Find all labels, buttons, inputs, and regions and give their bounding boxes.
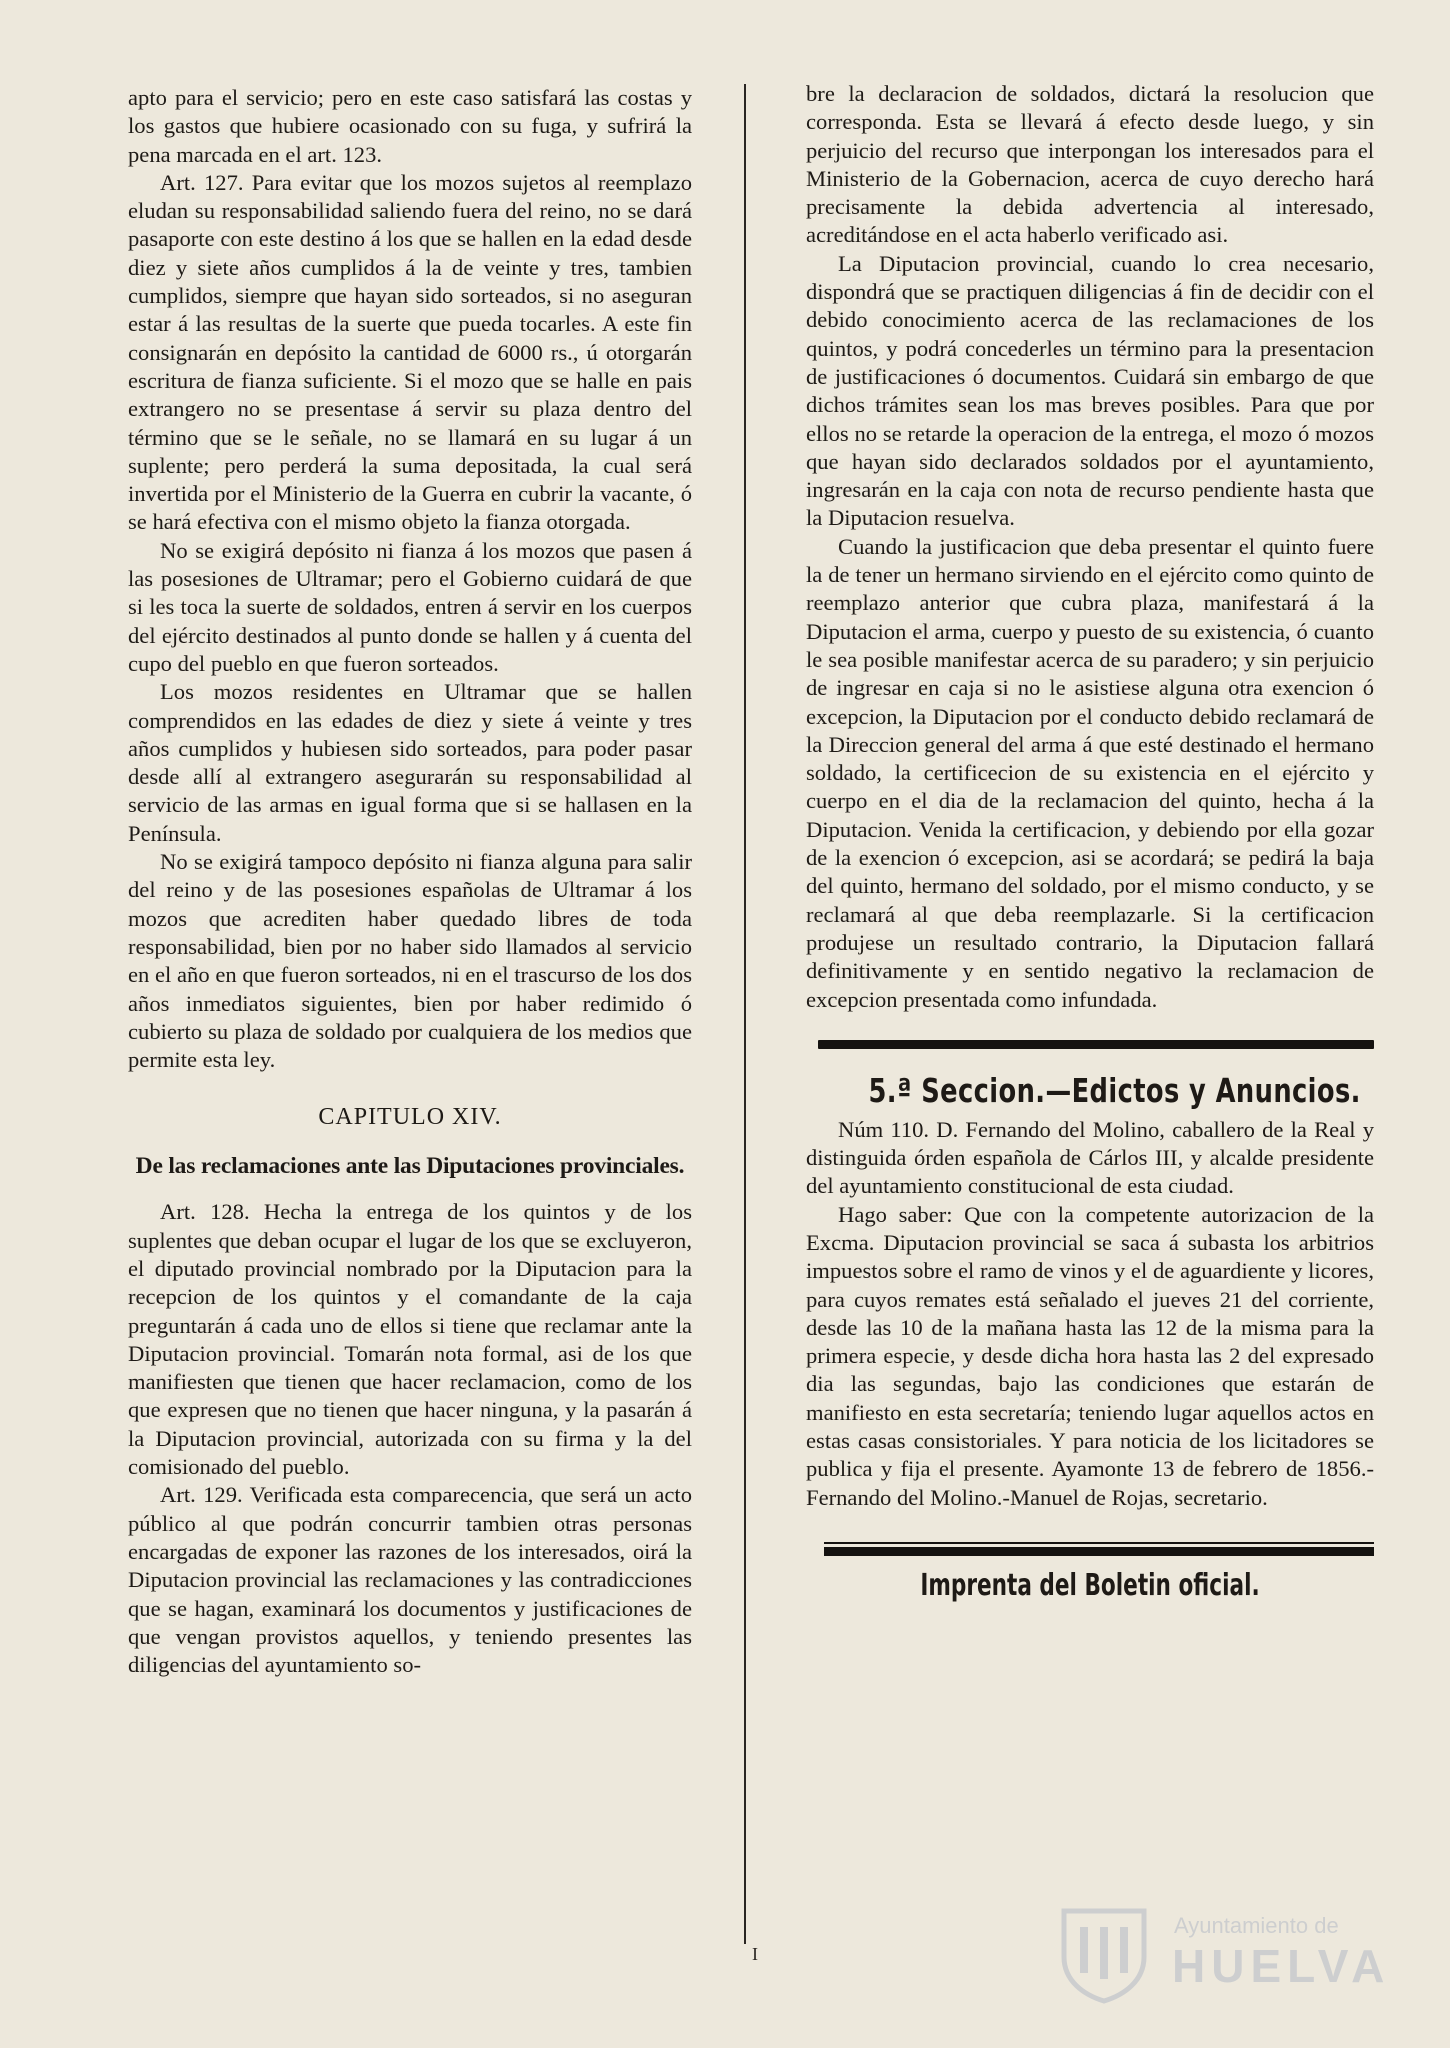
section-title: 5.ª Seccion.—Edictos y Anuncios. <box>868 1070 1361 1110</box>
section-rule <box>818 1040 1374 1049</box>
left-paragraph: Art. 129. Verificada esta comparecencia, que será un acto público al que podrán concurrir tambien otras personas encargadas de exponer las razones de los interesados, oirá la Diputacion provincial las reclamaciones y las contradicciones que se hagan, examinará los documentos y justificaciones de que vengan provistos aquellos, y teniendo presentes las diligencias del ayuntamiento so- <box>128 1482 692 1678</box>
right-paragraph: bre la declaracion de soldados, dictará la resolucion que corresponda. Esta se llevará á efecto desde luego, y sin perjuicio del recurso que interpongan los interesados para el Ministerio de la Gobernacion, acerca de cuyo derecho hará precisamente la debida advertencia al interesado, acreditándose en el acta haberlo verificado asi. <box>806 81 1374 248</box>
right-paragraph: Cuando la justificacion que deba presentar el quinto fuere la de tener un hermano sirviendo en el ejército como quinto de reemplazo anterior que cubra plaza, manifestará á la Diputacion el arma, cuerpo y puesto de su existencia, ó cuanto le sea posible manifestar acerca de su paradero; y sin perjuicio de ingresar en caja si no le asistiese alguna otra exencion ó excepcion, la Diputacion por el conducto debido reclamará de la Direccion general del arma á que esté destinado el hermano soldado, la certificecion de su existencia en el ejército y cuerpo en el dia de la reclamacion del quinto, hecha á la Diputacion. Venida la certificacion, y debiendo por ella gozar de la exencion ó excepcion, asi se acordará; se pedirá la baja del quinto, hermano del soldado, por el mismo conducto, y se reclamará al que deba reemplazarle. Si la certificacion produjese un resultado contrario, la Diputacion fallará definitivamente y en sentido negativo la reclamacion de excepcion presentada como infundada. <box>806 533 1374 1012</box>
watermark <box>1054 1905 1424 2005</box>
notice-paragraph: Hago saber: Que con la competente autorizacion de la Excma. Diputacion provincial se saca á subasta los arbitrios impuestos sobre el ramo de vinos y el de aguardiente y licores, para cuyos remates está señalado el jueves 21 del corriente, desde las 10 de la mañana hasta las 12 de la misma para la primera especie, y desde dicha hora hasta las 2 del expresado dia las segundas, bajo las condiciones que estarán de manifiesto en esta secretaría; teniendo lugar aquellos actos en estas casas consistoriales. Y para noticia de los licitadores se publica y fija el presente. Ayamonte 13 de febrero de 1856.-Fernando del Molino.-Manuel de Rojas, secretario. <box>806 1201 1374 1510</box>
watermark-line2: HUELVA <box>1172 1940 1391 1992</box>
notice-paragraph: Núm 110. D. Fernando del Molino, caballero de la Real y distinguida órden española de Cárlos III, y alcalde presidente del ayuntamiento constitucional de esta ciudad. <box>806 1116 1374 1199</box>
right-paragraph: La Diputacion provincial, cuando lo crea necesario, dispondrá que se practiquen diligencias á fin de decidir con el debido conocimiento acerca de las reclamaciones de los quintos, y podrá concederles un término para la presentacion de justificaciones ó documentos. Cuidará sin embargo de que dichos trámites sean los mas breves posibles. Para que por ellos no se retarde la operacion de la entrega, el mozo ó mozos que hayan sido declarados soldados por el ayuntamiento, ingresarán en la caja con nota de recurso pendiente hasta que la Diputacion resuelva. <box>806 250 1374 531</box>
page-mark: I <box>752 1944 758 1964</box>
watermark-line1: Ayuntamiento de <box>1174 1913 1339 1938</box>
column-divider <box>744 84 746 1944</box>
left-paragraph: No se exigirá tampoco depósito ni fianza alguna para salir del reino y de las posesiones españolas de Ultramar á los mozos que acrediten haber quedado libres de toda responsabilidad, bien por no haber sido llamados al servicio en el año en que fueron sorteados, ni en el trascurso de los dos años inmediatos siguientes, bien por haber redimido ó cubierto su plaza de soldado por cualquiera de los medios que permite esta ley. <box>128 849 692 1073</box>
chapter-heading: CAPITULO XIV. <box>318 1104 502 1131</box>
left-column <box>128 84 692 1679</box>
left-paragraph: Los mozos residentes en Ultramar que se hallen comprendidos en las edades de diez y siete á veinte y tres años cumplidos y hubiesen sido sorteados, para poder pasar desde allí al extrangero asegurarán su responsabilidad al servicio de las armas en igual forma que si se hallasen en la Península. <box>128 679 692 846</box>
imprint-rule <box>824 1542 1374 1556</box>
right-column <box>806 80 1374 1603</box>
chapter-subtitle: De las reclamaciones ante las Diputaciones provinciales. <box>135 1153 685 1180</box>
left-paragraph: Art. 128. Hecha la entrega de los quintos y de los suplentes que deban ocupar el lugar de los que se excluyeron, el diputado provincial nombrado por la Diputacion para la recepcion de los quintos y el comandante de la caja preguntarán á cada uno de ellos si tiene que reclamar ante la Diputacion provincial. Tomarán nota formal, asi de los que manifiesten que tienen que hacer reclamacion, como de los que expresen que no tienen que hacer ninguna, y la pasarán á la Diputacion provincial, autorizada con su firma y la del comisionado del pueblo. <box>128 1199 692 1480</box>
left-paragraph: apto para el servicio; pero en este caso satisfará las costas y los gastos que hubiere ocasionado con su fuga, y sufrirá la pena marcada en el art. 123. <box>128 85 692 167</box>
imprint-line: Imprenta del Boletin oficial. <box>920 1567 1260 1603</box>
left-paragraph: No se exigirá depósito ni fianza á los mozos que pasen á las posesiones de Ultramar; pero el Gobierno cuidará de que si les toca la suerte de soldados, entren á servir en los cuerpos del ejército destinados al punto donde se hallen y á cuenta del cupo del pueblo en que fueron sorteados. <box>128 537 692 676</box>
shield-icon <box>1054 1905 1154 2005</box>
left-paragraph: Art. 127. Para evitar que los mozos sujetos al reemplazo eludan su responsabilidad saliendo fuera del reino, no se dará pasaporte con este destino á los que se hallen en la edad desde diez y siete años cumplidos á la de veinte y tres, tambien cumplidos, siempre que hayan sido sorteados, si no aseguran estar á las resultas de la suerte que pueda tocarles. A este fin consignarán en depósito la cantidad de 6000 rs., ú otorgarán escritura de fianza suficiente. Si el mozo que se halle en pais extrangero no se presentase á servir su plaza dentro del término que se le señale, no se llamará en su lugar á un suplente; pero perderá la suma depositada, la cual será invertida por el Ministerio de la Guerra en cubrir la vacante, ó se hará efectiva con el mismo objeto la fianza otorgada. <box>128 169 692 535</box>
